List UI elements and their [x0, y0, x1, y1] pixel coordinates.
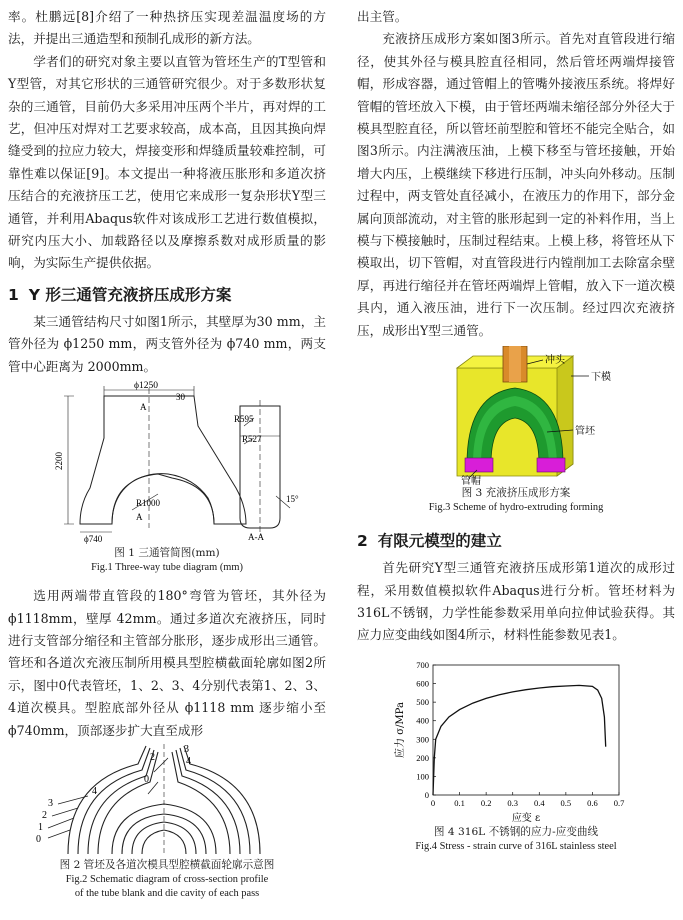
fig2-label-4: 4 — [92, 785, 97, 797]
plot-frame — [433, 665, 619, 795]
x-tick-label: 0.6 — [587, 797, 598, 808]
figure-1-drawing — [8, 378, 326, 546]
dim-30: 30 — [176, 392, 185, 403]
dim-r527: R527 — [242, 434, 262, 445]
right-column — [357, 6, 675, 854]
figure-2-paragraph: 选用两端带直管段的180°弯管为管坯，其外径为 ϕ1118mm，壁厚 42mm。通过多道次充液挤压，同时进行支管部分缩径和主管部分胀形，逐步成形出三通管。管坯和各道次充液压制所用模具型腔横截面轮廓如图2所示，图中0代表管坯，1、2、3、4分别代表第1、2、3、4道次模具。型腔底部外径从 ϕ1118 mm 逐步缩小至 ϕ740mm，顶部逐步扩大直至成形 — [8, 588, 326, 738]
dim-d1250: ϕ1250 — [134, 381, 159, 392]
section-1-heading — [8, 283, 326, 307]
x-tick-label: 0.4 — [533, 797, 545, 808]
series-line — [433, 685, 606, 795]
fig2-label-1: 1 — [38, 821, 43, 833]
scheme-paragraph: 充液挤压成形方案如图3所示。首先对直管段进行缩径，使其外径与模具腔直径相同，然后管坯两端焊接管帽，形成容器，通过管帽上的管嘴外接液压系统。将焊好管帽的管坯放入下模，由于管坯两端未缩径部分外径大于模具型腔直径，所以管坯前型腔和管坯不能完全贴合，如图3所示。内注满液压油，上模下移至与管坯接触，开始增大内压，上模继续下移进行压制，冲头向外移动。压制过程中，两支管处直径减小，在液压力的作用下，部分金属向顶部流动，对主管的胀形起到一定的补料作用，当上模与下模接触时，压制过程结束。上模上移，将管坯从下模取出，切下管帽，对直管段进行内镗削加工去除富余壁厚，再进行缩径并在管坯两端焊上管帽，放入下一道次模具内，通入液压油，进行下一次压制。经过四次充液挤压，成形出Y型三通管。 — [357, 31, 675, 338]
figure-1-caption-cn: 图 1 三通管简图(mm) — [114, 547, 220, 560]
section-2-title: 有限元模型的建立 — [377, 532, 502, 551]
section-1-title: Y 形三通管充液挤压成形方案 — [28, 285, 232, 304]
figure-4-caption-cn: 图 4 316L 不锈钢的应力-应变曲线 — [433, 825, 599, 838]
dim-r1000: R1000 — [136, 498, 161, 509]
dim-h2200: 2200 — [54, 452, 64, 471]
figure-2-caption-en-1: Fig.2 Schematic diagram of cross-section profile — [65, 873, 269, 885]
x-tick-label: 0.1 — [454, 797, 465, 808]
fig2-label-top-3: 3 — [184, 743, 189, 755]
y-axis-label: 应力 σ/MPa — [395, 701, 406, 758]
tube-cap-right — [537, 458, 565, 472]
x-tick-label: 0 — [430, 797, 436, 808]
y-tick-label: 700 — [416, 659, 429, 670]
x-tick-label: 0.7 — [613, 797, 625, 808]
section-label-aa: A-A — [248, 532, 264, 543]
y-tick-label: 400 — [416, 715, 429, 726]
y-tick-label: 500 — [416, 696, 429, 707]
figure-3-caption-cn: 图 3 充液挤压成形方案 — [461, 487, 571, 500]
left-top-paragraph: 率。杜鹏远[8]介绍了一种热挤压实现差温温度场的方法，并提出三通造型和预制孔成形的新方法。 — [8, 9, 326, 47]
label-tube-cap: 管帽 — [461, 476, 481, 487]
figure-1 — [8, 378, 326, 575]
stress-strain-chart — [357, 657, 675, 825]
figure-3 — [357, 346, 675, 515]
fig2-label-top-0: 0 — [144, 773, 149, 785]
dim-15deg: 15° — [286, 494, 299, 505]
x-tick-label: 0.2 — [480, 797, 492, 808]
y-tick-label: 100 — [416, 771, 429, 782]
figure-4 — [357, 657, 675, 854]
fig2-label-top-2: 2 — [150, 751, 155, 763]
figure-3-drawing — [357, 346, 675, 486]
figure-2-caption-en-2: of the tube blank and die cavity of each pass — [74, 887, 260, 899]
y-tick-label: 200 — [416, 752, 429, 763]
right-top-paragraph: 出主管。 — [357, 9, 408, 24]
y-tick-label: 0 — [424, 789, 429, 800]
section-mark-a-bottom: A — [136, 512, 143, 523]
fig2-label-top-4: 4 — [186, 755, 191, 767]
figure-4-caption-en: Fig.4 Stress - strain curve of 316L stainless steel — [415, 840, 617, 852]
figure-1-caption-en: Fig.1 Three-way tube diagram (mm) — [91, 562, 243, 574]
fig2-label-0: 0 — [36, 833, 41, 845]
y-tick-label: 300 — [416, 734, 429, 745]
section-2-number: 2 — [357, 532, 368, 551]
fig2-label-2: 2 — [42, 809, 47, 821]
figure-2 — [8, 742, 326, 901]
tube-cap-left — [465, 458, 493, 472]
dim-d740: ϕ740 — [84, 534, 103, 545]
label-punch: 冲头 — [545, 355, 565, 367]
section-1-paragraph: 某三通管结构尺寸如图1所示，其壁厚为30 mm，主管外径为 ϕ1250 mm，两支管外径为 ϕ740 mm，两支管中心距离为 2000mm。 — [8, 313, 326, 374]
label-lower-die: 下模 — [591, 372, 611, 384]
x-tick-label: 0.5 — [560, 797, 572, 808]
section-2-paragraph: 首先研究Y型三通管充液挤压成形第1道次的成形过程，采用数值模拟软件Abaqus进行分析。管坯材料为316L不锈钢，力学性能参数采用单向拉伸试验获得。其应力应变曲线如图4所示，材料性能参数见表1。 — [357, 560, 675, 643]
section-2-heading — [357, 529, 675, 553]
intro-paragraph: 学者们的研究对象主要以直管为管坯生产的T型管和Y型管，对其它形状的三通管研究很少。对于多数形状复杂的三通管，目前仍大多采用冲压两个半片，再对焊的工艺，但冲压对焊对工艺要求较高，成本高，且因其换向焊缝受到的拉应力较大，焊接变形和焊缝质量较难控制，可靠性难以保证[9]。本文提出一种将液压胀形和多道次挤压结合的充液挤压工艺，使用它来成形一复杂形状Y型三通管，并利用Abaqus软件对该成形工艺进行数值模拟，研究内压大小、加载路径以及摩擦系数对成形质量的影响，为实际生产提供依据。 — [8, 53, 326, 271]
x-tick-label: 0.3 — [507, 797, 519, 808]
figure-2-caption-cn: 图 2 管坯及各道次模具型腔横截面轮廓示意图 — [59, 858, 275, 871]
figure-3-caption-en: Fig.3 Scheme of hydro-extruding forming — [428, 502, 604, 514]
left-column — [8, 6, 326, 901]
section-mark-a-top: A — [140, 402, 147, 413]
x-axis-label: 应变 ε — [511, 812, 541, 824]
dim-r595: R595 — [234, 414, 254, 425]
y-tick-label: 600 — [416, 678, 429, 689]
figure-2-drawing — [8, 742, 326, 858]
label-tube-blank: 管坯 — [575, 426, 595, 438]
fig2-label-3: 3 — [48, 797, 53, 809]
section-1-number: 1 — [8, 285, 19, 304]
